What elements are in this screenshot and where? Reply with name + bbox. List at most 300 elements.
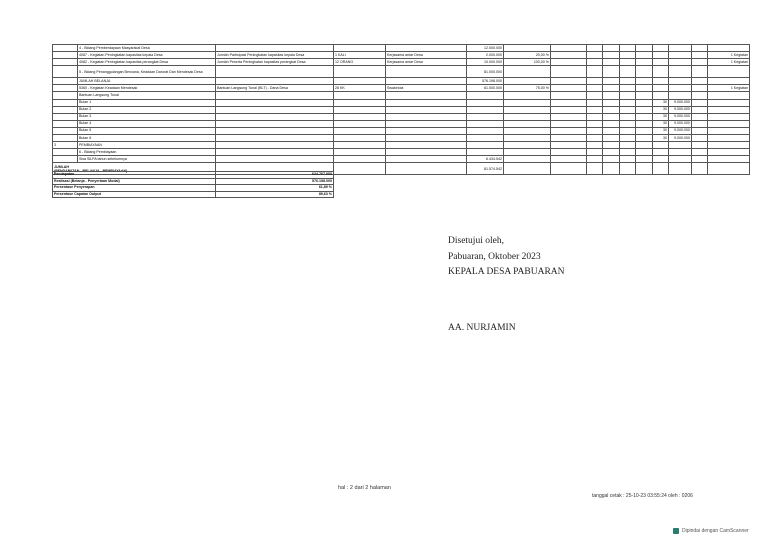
table-cell xyxy=(636,106,653,113)
table-cell: 9.000.000 xyxy=(669,113,692,120)
table-cell xyxy=(636,135,653,142)
table-cell xyxy=(334,156,386,163)
table-cell xyxy=(504,127,551,134)
table-cell xyxy=(551,142,587,149)
table-cell xyxy=(551,92,587,99)
table-cell xyxy=(692,156,708,163)
table-cell xyxy=(620,163,636,175)
table-cell xyxy=(653,78,669,85)
table-cell xyxy=(386,92,467,99)
table-cell xyxy=(504,78,551,85)
table-cell xyxy=(603,99,620,106)
table-cell xyxy=(334,163,386,175)
table-cell xyxy=(708,156,750,163)
summary-label: Persentase Capaian Output xyxy=(53,191,216,198)
summary-row xyxy=(53,191,334,198)
signer-name: AA. NURJAMIN xyxy=(448,323,516,333)
table-cell: 1 Kegiatan xyxy=(708,59,750,66)
table-cell xyxy=(334,149,386,156)
table-cell xyxy=(504,149,551,156)
table-row xyxy=(53,113,750,120)
table-cell: JUMLAH BELANJA xyxy=(78,78,216,85)
table-cell xyxy=(551,127,587,134)
table-cell xyxy=(467,149,504,156)
table-cell: 5 - Bidang Penanggulangan Bencana, Keadaan Darurat Dan Mendesak Desa xyxy=(78,66,216,78)
table-cell: 1 Kegiatan xyxy=(708,52,750,59)
table-cell xyxy=(708,99,750,106)
table-cell xyxy=(692,142,708,149)
table-cell: 10.000.000 xyxy=(467,59,504,66)
table-cell xyxy=(53,106,78,113)
budget-table xyxy=(52,44,750,175)
table-cell xyxy=(551,156,587,163)
table-cell: 81.574.542 xyxy=(467,163,504,175)
table-cell xyxy=(53,59,78,66)
table-row xyxy=(53,142,750,149)
table-cell xyxy=(386,106,467,113)
table-cell xyxy=(587,156,603,163)
table-cell: 30 xyxy=(653,135,669,142)
table-cell xyxy=(620,127,636,134)
table-cell xyxy=(551,106,587,113)
table-cell xyxy=(334,66,386,78)
table-row xyxy=(53,45,750,52)
table-cell xyxy=(603,149,620,156)
table-cell xyxy=(669,156,692,163)
table-cell: Jumlah Partisipasi Peningkatan kapasitas kepala Desa xyxy=(216,52,334,59)
table-cell xyxy=(551,135,587,142)
table-cell xyxy=(467,99,504,106)
table-cell xyxy=(603,92,620,99)
table-cell xyxy=(334,142,386,149)
table-cell xyxy=(467,120,504,127)
table-cell: 4 - Bidang Pemberdayaan Masyarakat Desa xyxy=(78,45,216,52)
summary-label: Persentase Penyerapan xyxy=(53,185,216,192)
table-cell xyxy=(216,135,334,142)
table-cell xyxy=(587,113,603,120)
table-cell xyxy=(603,127,620,134)
table-cell xyxy=(587,163,603,175)
table-cell xyxy=(216,142,334,149)
table-cell xyxy=(708,127,750,134)
table-cell xyxy=(692,78,708,85)
table-cell xyxy=(692,52,708,59)
table-cell xyxy=(620,85,636,92)
table-cell xyxy=(603,85,620,92)
table-cell: Bulan 6 xyxy=(78,135,216,142)
table-cell xyxy=(620,156,636,163)
table-cell xyxy=(334,78,386,85)
table-cell xyxy=(636,92,653,99)
table-cell xyxy=(708,163,750,175)
table-cell xyxy=(708,135,750,142)
table-cell xyxy=(551,149,587,156)
table-cell xyxy=(587,99,603,106)
table-cell xyxy=(53,127,78,134)
table-cell xyxy=(216,66,334,78)
table-cell xyxy=(636,127,653,134)
table-cell xyxy=(669,149,692,156)
table-cell xyxy=(603,59,620,66)
table-cell xyxy=(669,45,692,52)
table-cell xyxy=(53,99,78,106)
table-cell: 30 xyxy=(653,99,669,106)
table-cell xyxy=(587,149,603,156)
table-cell xyxy=(216,92,334,99)
table-cell xyxy=(620,120,636,127)
table-cell xyxy=(653,59,669,66)
table-cell xyxy=(692,127,708,134)
table-cell xyxy=(587,45,603,52)
table-cell xyxy=(653,45,669,52)
table-cell xyxy=(636,149,653,156)
table-cell xyxy=(551,99,587,106)
table-cell xyxy=(692,92,708,99)
table-cell xyxy=(636,85,653,92)
table-cell xyxy=(692,149,708,156)
table-cell xyxy=(53,149,78,156)
table-cell xyxy=(603,66,620,78)
table-cell xyxy=(53,113,78,120)
table-cell xyxy=(692,120,708,127)
table-cell xyxy=(467,113,504,120)
table-cell xyxy=(620,142,636,149)
table-cell: 6 - Bidang Pembiayaan xyxy=(78,149,216,156)
table-cell xyxy=(551,163,587,175)
summary-label: Realisasi (Belanja - Penyertaan Modal) xyxy=(53,178,216,185)
table-cell xyxy=(692,99,708,106)
table-cell: Bulan 5 xyxy=(78,127,216,134)
table-cell: 1 KALI xyxy=(334,52,386,59)
table-cell xyxy=(551,85,587,92)
table-cell: Bantuan Langsung Tunai (BLT) - Dana Desa xyxy=(216,85,334,92)
table-cell xyxy=(603,120,620,127)
table-cell xyxy=(653,52,669,59)
table-cell xyxy=(636,113,653,120)
table-cell xyxy=(653,156,669,163)
table-cell xyxy=(708,78,750,85)
table-cell xyxy=(467,106,504,113)
table-cell xyxy=(551,66,587,78)
table-cell xyxy=(587,52,603,59)
table-cell xyxy=(587,92,603,99)
table-cell xyxy=(603,142,620,149)
table-cell xyxy=(708,149,750,156)
table-cell: 2.000.000 xyxy=(467,52,504,59)
table-cell xyxy=(504,113,551,120)
table-cell xyxy=(504,142,551,149)
table-cell xyxy=(653,142,669,149)
table-cell: Swakelola xyxy=(386,85,467,92)
table-cell xyxy=(708,120,750,127)
table-cell xyxy=(334,135,386,142)
table-cell: 3 xyxy=(53,142,78,149)
table-cell xyxy=(467,127,504,134)
table-cell: 9.000.000 xyxy=(669,135,692,142)
table-cell: Jumlah Peserta Peningkatan kapasitas perangkat Desa xyxy=(216,59,334,66)
table-cell xyxy=(636,45,653,52)
table-cell xyxy=(620,135,636,142)
table-cell xyxy=(386,45,467,52)
table-cell: JUMLAH (PENDAPATAN - BELANJA - PEMBIAYAAN) xyxy=(53,163,216,175)
table-cell xyxy=(692,45,708,52)
table-cell xyxy=(692,66,708,78)
table-row xyxy=(53,120,750,127)
table-row xyxy=(53,127,750,134)
table-cell xyxy=(386,99,467,106)
table-row xyxy=(53,99,750,106)
table-cell xyxy=(216,45,334,52)
table-cell xyxy=(603,113,620,120)
table-row xyxy=(53,106,750,113)
table-cell xyxy=(467,142,504,149)
table-cell xyxy=(692,59,708,66)
table-cell xyxy=(669,92,692,99)
table-cell: 5360 - Kegiatan Keadaan Mendesak xyxy=(78,85,216,92)
table-row xyxy=(53,59,750,66)
table-cell: 30 xyxy=(653,106,669,113)
table-row xyxy=(53,156,750,163)
table-cell xyxy=(334,120,386,127)
table-cell xyxy=(603,135,620,142)
table-cell xyxy=(386,142,467,149)
table-cell xyxy=(708,66,750,78)
table-cell xyxy=(669,142,692,149)
table-cell: 6.434.542 xyxy=(467,156,504,163)
table-cell xyxy=(334,99,386,106)
table-cell xyxy=(636,142,653,149)
table-cell: 81.000.000 xyxy=(467,85,504,92)
table-cell xyxy=(587,120,603,127)
table-cell xyxy=(708,45,750,52)
table-cell xyxy=(53,156,78,163)
table-cell xyxy=(587,66,603,78)
table-cell xyxy=(216,120,334,127)
table-cell xyxy=(53,52,78,59)
table-cell: PEMBIAYAAN xyxy=(78,142,216,149)
table-cell xyxy=(551,113,587,120)
summary-label: Pendapatan xyxy=(53,172,216,179)
table-cell xyxy=(636,99,653,106)
table-cell xyxy=(551,45,587,52)
table-cell xyxy=(386,135,467,142)
print-info: tanggal cetak : 25-10-23 03:55:24 oleh : 0206 xyxy=(592,493,693,499)
table-cell xyxy=(692,163,708,175)
table-cell xyxy=(587,78,603,85)
table-cell: Kerjasama antar Desa xyxy=(386,59,467,66)
table-cell xyxy=(587,127,603,134)
table-cell xyxy=(53,78,78,85)
table-cell xyxy=(692,135,708,142)
table-cell xyxy=(587,106,603,113)
table-cell: 9.000.000 xyxy=(669,106,692,113)
summary-table xyxy=(52,171,334,198)
table-cell xyxy=(386,156,467,163)
table-cell xyxy=(669,52,692,59)
table-cell: Bantuan Langsung Tunai xyxy=(78,92,216,99)
table-row xyxy=(53,52,750,59)
table-cell: 4087 - Kegiatan Peningkatan kapasitas kepala Desa xyxy=(78,52,216,59)
table-cell xyxy=(334,45,386,52)
place-date: Pabuaran, Oktober 2023 xyxy=(448,252,541,262)
table-cell xyxy=(587,85,603,92)
table-cell xyxy=(504,99,551,106)
table-cell xyxy=(53,45,78,52)
table-cell: 12.000.000 xyxy=(467,45,504,52)
table-cell xyxy=(653,92,669,99)
table-cell: 9.000.000 xyxy=(669,99,692,106)
table-cell: Bulan 4 xyxy=(78,120,216,127)
table-cell xyxy=(334,92,386,99)
table-cell: 28 KK xyxy=(334,85,386,92)
table-cell: 9.000.000 xyxy=(669,127,692,134)
table-cell xyxy=(216,113,334,120)
table-cell xyxy=(216,106,334,113)
summary-value: 61,89 % xyxy=(216,185,334,192)
table-row xyxy=(53,66,750,78)
table-cell xyxy=(603,163,620,175)
table-cell xyxy=(636,66,653,78)
table-cell xyxy=(504,106,551,113)
table-cell: 81.000.000 xyxy=(467,66,504,78)
table-cell xyxy=(504,135,551,142)
table-cell xyxy=(504,156,551,163)
table-cell xyxy=(692,85,708,92)
table-cell xyxy=(216,149,334,156)
table-cell xyxy=(53,66,78,78)
table-cell: 9.000.000 xyxy=(669,120,692,127)
table-cell xyxy=(669,59,692,66)
table-cell: Bulan 1 xyxy=(78,99,216,106)
table-cell xyxy=(620,99,636,106)
table-cell xyxy=(386,120,467,127)
table-cell xyxy=(551,59,587,66)
table-cell xyxy=(620,149,636,156)
table-cell xyxy=(216,127,334,134)
table-row xyxy=(53,135,750,142)
table-row xyxy=(53,85,750,92)
table-cell xyxy=(653,66,669,78)
table-cell: 576.198.000 xyxy=(467,78,504,85)
table-cell xyxy=(386,78,467,85)
table-cell xyxy=(334,113,386,120)
table-cell: 1 Kegiatan xyxy=(708,85,750,92)
table-cell xyxy=(386,113,467,120)
table-cell xyxy=(636,163,653,175)
table-cell xyxy=(551,52,587,59)
table-cell: 75,00 % xyxy=(504,85,551,92)
table-cell xyxy=(386,66,467,78)
table-cell xyxy=(708,113,750,120)
summary-value: 576.198.000 xyxy=(216,178,334,185)
table-cell xyxy=(504,163,551,175)
table-cell xyxy=(334,127,386,134)
table-cell: Sisa SiLPA tahun sebelumnya xyxy=(78,156,216,163)
table-cell xyxy=(692,106,708,113)
table-cell xyxy=(603,78,620,85)
table-cell xyxy=(53,92,78,99)
table-cell xyxy=(386,127,467,134)
scanner-watermark xyxy=(673,528,749,534)
table-cell xyxy=(692,113,708,120)
table-row xyxy=(53,78,750,85)
table-cell xyxy=(504,66,551,78)
table-cell xyxy=(653,163,669,175)
table-row xyxy=(53,149,750,156)
table-cell xyxy=(636,59,653,66)
table-cell xyxy=(669,66,692,78)
table-cell xyxy=(603,52,620,59)
table-cell xyxy=(551,120,587,127)
table-cell xyxy=(636,156,653,163)
table-cell xyxy=(467,92,504,99)
camscanner-icon xyxy=(673,528,679,534)
table-cell xyxy=(620,106,636,113)
table-cell: 20,00 % xyxy=(504,52,551,59)
table-cell xyxy=(603,45,620,52)
table-cell xyxy=(587,135,603,142)
table-cell xyxy=(334,106,386,113)
table-cell xyxy=(636,120,653,127)
table-cell xyxy=(708,142,750,149)
scanner-text: Dipindai dengan CamScanner xyxy=(682,528,749,534)
table-cell: Bulan 2 xyxy=(78,106,216,113)
table-cell xyxy=(587,142,603,149)
table-cell xyxy=(386,163,467,175)
table-cell xyxy=(620,66,636,78)
table-cell xyxy=(620,52,636,59)
table-cell xyxy=(653,149,669,156)
table-cell xyxy=(636,78,653,85)
table-cell: 30 xyxy=(653,127,669,134)
summary-value: 89,63 % xyxy=(216,191,334,198)
table-cell xyxy=(504,120,551,127)
table-cell: 30 xyxy=(653,113,669,120)
table-cell xyxy=(620,113,636,120)
table-cell xyxy=(708,106,750,113)
table-cell: Bulan 3 xyxy=(78,113,216,120)
table-cell xyxy=(53,120,78,127)
table-cell xyxy=(53,135,78,142)
table-cell xyxy=(620,92,636,99)
table-cell xyxy=(603,156,620,163)
table-cell: 4082 - Kegiatan Peningkatan kapasitas perangkat Desa xyxy=(78,59,216,66)
table-cell xyxy=(636,52,653,59)
summary-value: 624.767.000 xyxy=(216,172,334,179)
table-cell xyxy=(504,92,551,99)
table-cell xyxy=(669,78,692,85)
table-cell xyxy=(53,85,78,92)
table-row xyxy=(53,92,750,99)
signer-title: KEPALA DESA PABUARAN xyxy=(448,267,565,277)
table-cell xyxy=(216,99,334,106)
table-cell xyxy=(467,135,504,142)
table-cell xyxy=(708,92,750,99)
table-cell xyxy=(603,106,620,113)
table-cell xyxy=(653,85,669,92)
page-number: hal : 2 dari 2 halaman xyxy=(338,485,391,491)
table-cell xyxy=(669,163,692,175)
approval-label: Disetujui oleh, xyxy=(448,236,504,246)
table-cell xyxy=(620,59,636,66)
table-cell: Kerjasama antar Desa xyxy=(386,52,467,59)
table-cell xyxy=(386,149,467,156)
table-cell xyxy=(551,78,587,85)
table-cell: 30 xyxy=(653,120,669,127)
table-cell xyxy=(216,78,334,85)
table-cell xyxy=(587,59,603,66)
table-cell: 12 ORANG xyxy=(334,59,386,66)
